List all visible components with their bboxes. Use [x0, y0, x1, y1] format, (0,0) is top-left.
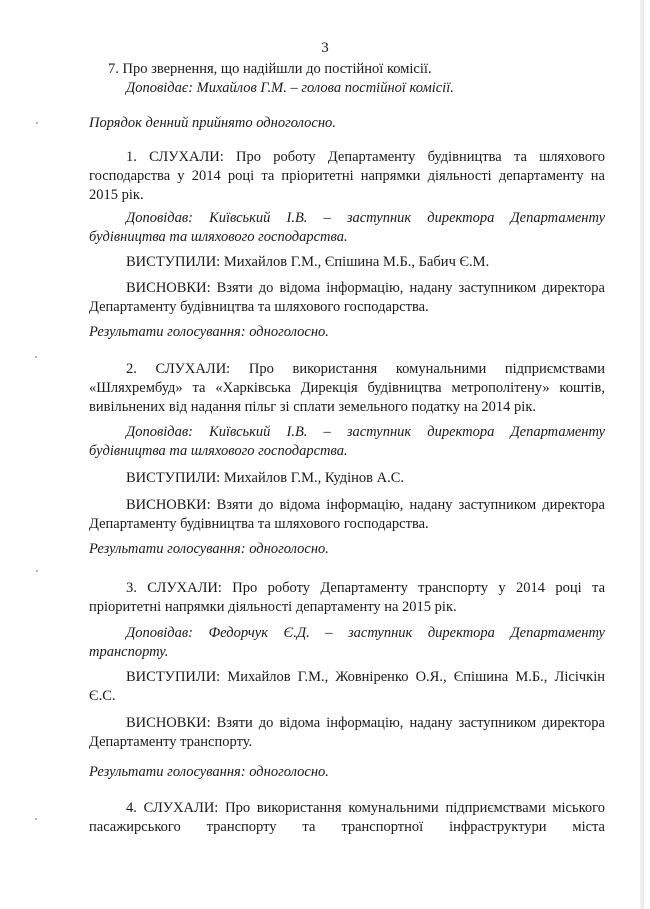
section-3-conclusions: ВИСНОВКИ: Взяти до відома інформацію, надану заступником директора Департаменту транспорту.	[89, 715, 605, 750]
section-2-speaker: Доповідав: Київський І.В. – заступник директора Департаменту будівництва та шляхового господарства.	[89, 424, 605, 459]
scan-speck	[36, 122, 38, 124]
section-2-heard: 2. СЛУХАЛИ: Про використання комунальними підприємствами «Шляхрембуд» та «Харківська Дирекція будівництва метрополітену» коштів, вивільнених від надання пільг зі сплати земельного податку на 2014 рік.	[89, 361, 605, 415]
section-1-speaker: Доповідав: Київський І.В. – заступник директора Департаменту будівництва та шляхового господарства.	[89, 210, 605, 245]
section-3-heard: 3. СЛУХАЛИ: Про роботу Департаменту транспорту у 2014 році та пріоритетні напрямки діяльності департаменту на 2015 рік.	[89, 580, 605, 615]
scan-speck	[35, 356, 37, 358]
section-1-conclusions: ВИСНОВКИ: Взяти до відома інформацію, надану заступником директора Департаменту будівництва та шляхового господарства.	[89, 280, 605, 315]
scan-edge	[640, 0, 644, 909]
agenda-item-7-speaker: Доповідає: Михайлов Г.М. – голова постійної комісії.	[126, 80, 454, 96]
section-1-vote: Результати голосування: одноголосно.	[89, 324, 329, 340]
scan-speck	[35, 818, 37, 820]
section-1-spoke: ВИСТУПИЛИ: Михайлов Г.М., Єпішина М.Б., Бабич Є.М.	[126, 254, 490, 270]
scan-speck	[36, 570, 38, 572]
section-2-conclusions: ВИСНОВКИ: Взяти до відома інформацію, надану заступником директора Департаменту будівництва та шляхового господарства.	[89, 497, 605, 532]
agenda-item-7-title: 7. Про звернення, що надійшли до постійної комісії.	[108, 61, 432, 77]
agenda-item-7	[108, 60, 528, 98]
agenda-approved-note: Порядок денний прийнято одноголосно.	[89, 115, 336, 131]
section-4-heard: 4. СЛУХАЛИ: Про використання комунальними підприємствами міського пасажирського транспорту та транспортної інфраструктури міста	[89, 800, 605, 835]
section-3-vote: Результати голосування: одноголосно.	[89, 764, 329, 780]
section-3-speaker: Доповідав: Федорчук Є.Д. – заступник директора Департаменту транспорту.	[89, 625, 605, 660]
page-number: 3	[321, 40, 329, 56]
section-2-vote: Результати голосування: одноголосно.	[89, 541, 329, 557]
section-1-heard: 1. СЛУХАЛИ: Про роботу Департаменту будівництва та шляхового господарства у 2014 році та пріоритетні напрямки діяльності департаменту на 2015 рік.	[89, 149, 605, 203]
section-2-spoke: ВИСТУПИЛИ: Михайлов Г.М., Кудінов А.С.	[126, 470, 405, 486]
section-3-spoke: ВИСТУПИЛИ: Михайлов Г.М., Жовніренко О.Я., Єпішина М.Б., Лісічкін Є.С.	[89, 669, 605, 704]
